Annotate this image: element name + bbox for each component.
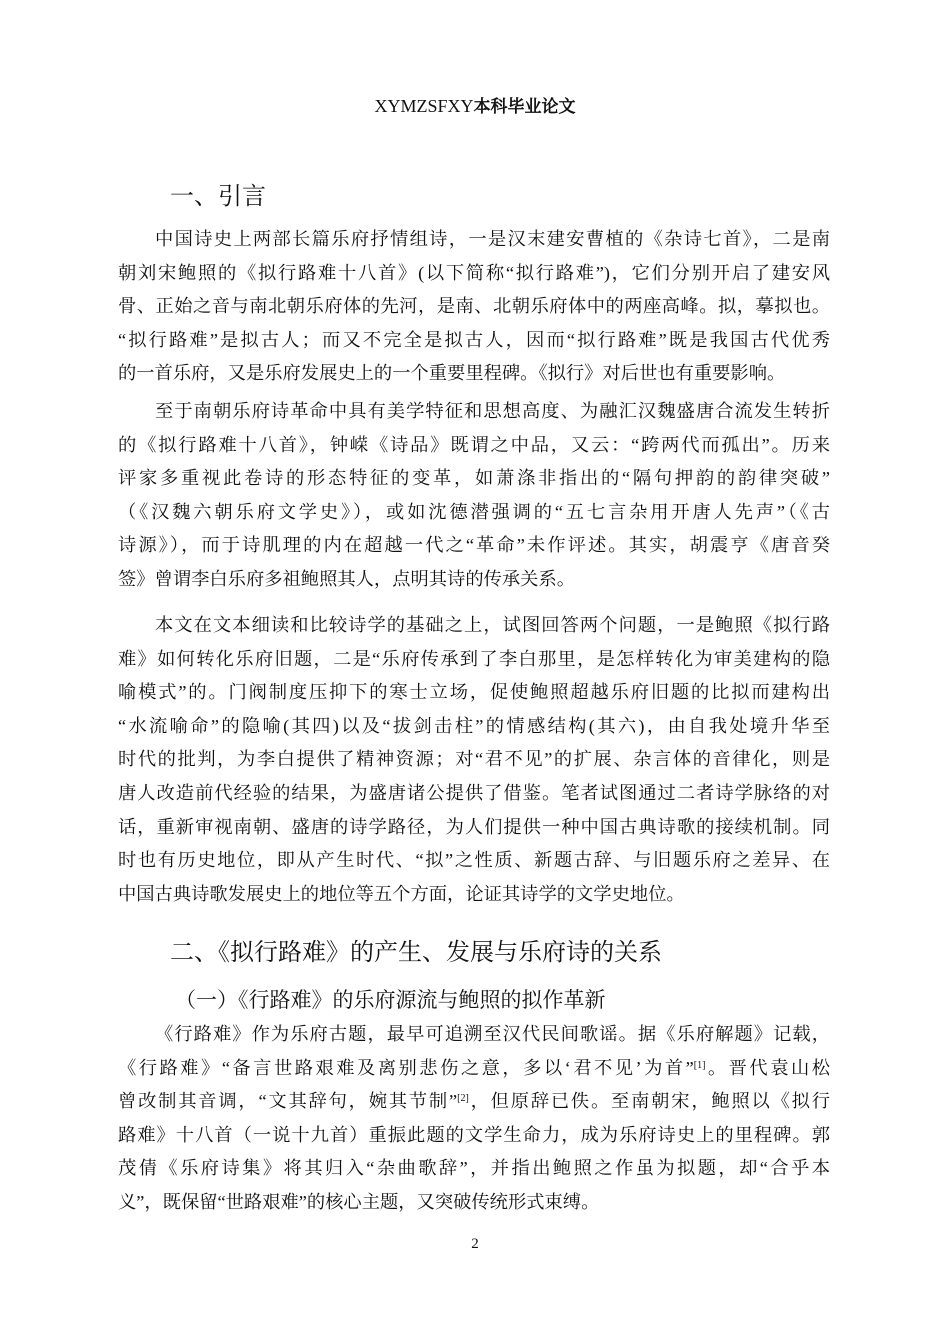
paragraph	[118, 1018, 830, 1220]
footnote-ref[interactable]: [2]	[457, 1093, 469, 1105]
text-segment: 义”，既保留“世路艰难”的核心主题，又突破传统形式束缚。	[118, 1191, 600, 1212]
text-segment: 《行路难》作为乐府古题，最早可追溯至汉代民间歌谣。据《乐府解题》记载，	[155, 1024, 830, 1044]
paragraph	[118, 395, 830, 597]
text-line: 本文在文本细读和比较诗学的基础之上，试图回答两个问题，一是鲍照《拟行路	[155, 615, 830, 635]
paragraph	[118, 223, 830, 391]
paragraph	[118, 609, 830, 911]
text-line: 时代的批判，为李白提供了精神资源；对“君不见”的扩展、杂言体的音律化，则是	[118, 749, 830, 770]
text-segment: 曾改制其音调，“文其辞句，婉其节制”	[118, 1091, 458, 1112]
text-line: 中国诗史上两部长篇乐府抒情组诗，一是汉末建安曹植的《杂诗七首》，二是南	[155, 229, 830, 249]
text-line: 时也有历史地位，即从产生时代、“拟”之性质、新题古辞、与旧题乐府之差异、在	[118, 850, 830, 871]
text-line: 唐人改造前代经验的结果，为盛唐诸公提供了借鉴。笔者试图通过二者诗学脉络的对	[118, 782, 830, 803]
text-line: （《汉魏六朝乐府文学史》），或如沈德潜强调的“五七言杂用开唐人先声”（《古	[118, 501, 830, 522]
text-line: 至于南朝乐府诗革命中具有美学特征和思想高度、为融汇汉魏盛唐合流发生转折	[155, 401, 830, 421]
text-line: “拟行路难”是拟古人；而又不完全是拟古人，因而“拟行路难”既是我国古代优秀	[118, 329, 830, 350]
text-line	[118, 1052, 830, 1086]
text-line: 骨、正始之音与南北朝乐府体的先河，是南、北朝乐府体中的两座高峰。拟，摹拟也。	[118, 296, 830, 317]
text-segment: 路难》十八首（一说十九首）重振此题的文学生命力，成为乐府诗史上的里程碑。郭	[118, 1124, 830, 1145]
text-line	[118, 1152, 830, 1186]
text-line: 中国古典诗歌发展史上的地位等五个方面，论证其诗学的文学史地位。	[118, 883, 685, 904]
text-line: 的《拟行路难十八首》，钟嵘《诗品》既谓之中品，又云：“跨两代而孤出”。历来	[118, 434, 830, 455]
text-line: 难》如何转化乐府旧题，二是“乐府传承到了李白那里，是怎样转化为审美建构的隐	[118, 648, 830, 669]
subsection-heading: （一）《行路难》的乐府源流与鲍照的拟作革新	[175, 988, 606, 1012]
text-segment: 。晋代袁山松	[705, 1057, 831, 1078]
text-line: 签》曾谓李白乐府多祖鲍照其人，点明其诗的传承关系。	[118, 568, 576, 589]
page-number: 2	[471, 1236, 479, 1252]
text-segment: 茂倩《乐府诗集》将其归入“杂曲歌辞”，并指出鲍照之作虽为拟题，却“合乎本	[118, 1158, 830, 1179]
text-line: “水流喻命”的隐喻(其四)以及“拔剑击柱”的情感结构(其六)，由自我处境升华至	[118, 715, 830, 736]
text-line	[118, 1018, 830, 1052]
text-segment: ，但原辞已佚。至南朝宋，鲍照以《拟行	[468, 1091, 831, 1112]
header-title: 本科毕业论文	[473, 97, 576, 117]
text-line: 评家多重视此卷诗的形态特征的变革，如萧涤非指出的“隔句押韵的韵律突破”	[118, 468, 830, 489]
text-line: 话，重新审视南朝、盛唐的诗学路径，为人们提供一种中国古典诗歌的接续机制。同	[118, 816, 830, 837]
text-line	[118, 1186, 830, 1220]
text-line: 喻模式”的。门阀制度压抑下的寒士立场，促使鲍照超越乐府旧题的比拟而建构出	[118, 682, 830, 703]
section-heading: 二、《拟行路难》的产生、发展与乐府诗的关系	[170, 938, 662, 966]
text-line: 的一首乐府，又是乐府发展史上的一个重要里程碑。《拟行》对后世也有重要影响。	[118, 363, 786, 384]
text-segment: 《行路难》“备言世路艰难及离别悲伤之意，多以‘君不见’为首”	[118, 1057, 694, 1078]
footnote-ref[interactable]: [1]	[693, 1059, 706, 1071]
text-line	[118, 1085, 830, 1119]
text-line: 诗源》），而于诗肌理的内在超越一代之“革命”未作评述。其实，胡震亨《唐音癸	[118, 535, 830, 556]
text-line: 朝刘宋鲍照的《拟行路难十八首》(以下简称“拟行路难”)，它们分别开启了建安风	[118, 262, 830, 283]
text-line	[118, 1119, 830, 1153]
header-code: XYMZSFXY	[374, 96, 474, 116]
page-header	[0, 92, 950, 117]
section-heading-introduction: 一、引言	[170, 182, 266, 210]
